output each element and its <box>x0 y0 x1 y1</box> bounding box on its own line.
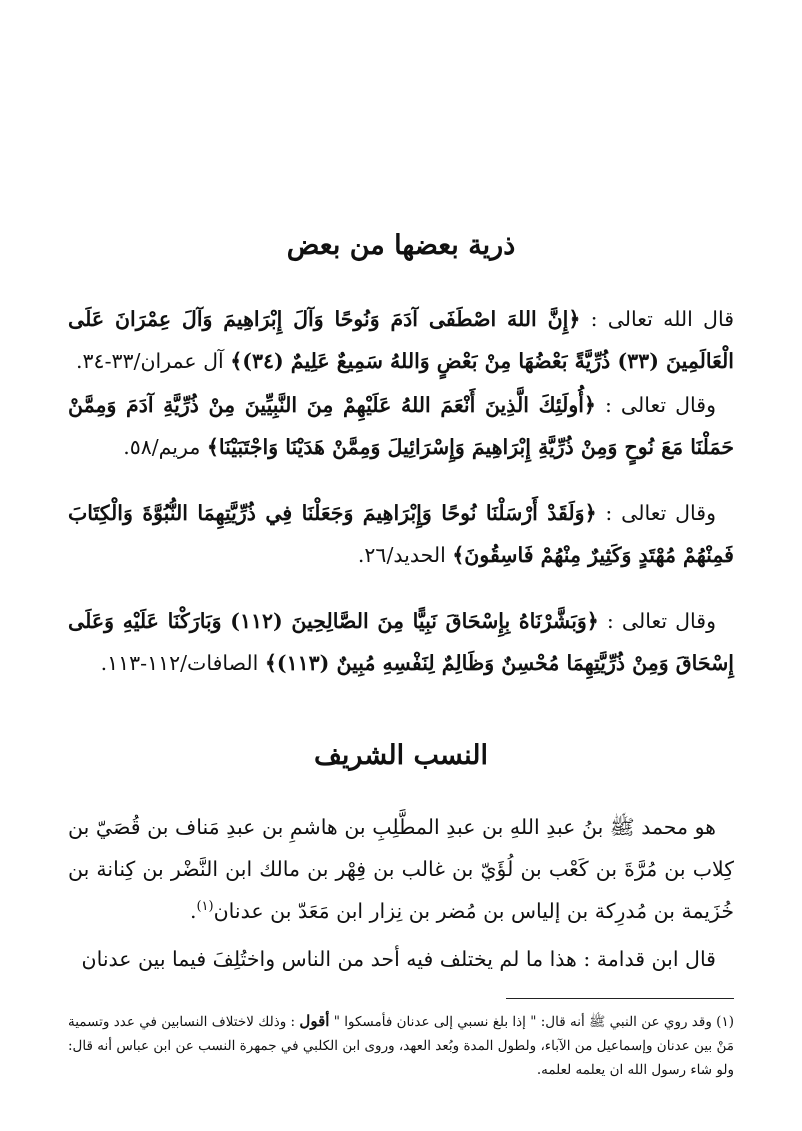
paragraph-al-hadid <box>68 492 734 576</box>
lineage-text: هو محمد ﷺ بنُ عبدِ اللهِ بن عبدِ المطَّلِبِ بن هاشمِ بن عبدِ مَناف بن قُصَيّ بن كِلاب بن مُرَّةَ بن كَعْب بن لُؤَيّ بن غالب بن فِهْر بن مالك ابن النَّضْر بن كِنانة بن خُزَيمة بن مُدرِكة بن إلياس بن مُضر بن نِزار ابن مَعَدّ بن عدنان <box>68 815 734 923</box>
paragraph-al-imran <box>68 298 734 382</box>
section-title-descendants: ذرية بعضها من بعض <box>286 230 516 261</box>
quran-verse: ﴿وَبَشَّرْنَاهُ بِإِسْحَاقَ نَبِيًّا مِنَ الصَّالِحِينَ (١١٢) وَبَارَكْنَا عَلَيْهِ وَعَلَى إِسْحَاقَ وَمِنْ ذُرِّيَّتِهِمَا مُحْسِنٌ وَظَالِمٌ لِنَفْسِهِ مُبِينٌ (١١٣)﴾ <box>68 609 734 675</box>
quran-verse: ﴿إِنَّ اللهَ اصْطَفَى آدَمَ وَنُوحًا وَآلَ إِبْرَاهِيمَ وَآلَ عِمْرَانَ عَلَى الْعَالَمِينَ (٣٣) ذُرِّيَّةً بَعْضُهَا مِنْ بَعْضٍ وَاللهُ سَمِيعٌ عَلِيمٌ (٣٤)﴾ <box>68 307 734 373</box>
footnote-emphasis: أقول <box>299 1012 330 1030</box>
quran-verse: ﴿وَلَقَدْ أَرْسَلْنَا نُوحًا وَإِبْرَاهِيمَ وَجَعَلْنَا فِي ذُرِّيَّتِهِمَا النُّبُوَّةَ وَالْكِتَابَ فَمِنْهُمْ مُهْتَدٍ وَكَثِيرٌ مِنْهُمْ فَاسِقُونَ﴾ <box>68 501 734 567</box>
verse-reference: الصافات/١١٢-١١٣. <box>100 651 265 675</box>
paragraph-lineage <box>68 806 734 932</box>
footnote-text-before: (١) وقد روي عن النبي ﷺ أنه قال: " إذا بلغ نسبي إلى عدنان فأمسكوا " <box>329 1014 734 1030</box>
paragraph-as-saffat <box>68 600 734 684</box>
quran-verse: ﴿أُولَئِكَ الَّذِينَ أَنْعَمَ اللهُ عَلَيْهِمْ مِنَ النَّبِيِّينَ مِنْ ذُرِّيَّةِ آدَمَ وَمِمَّنْ حَمَلْنَا مَعَ نُوحٍ وَمِنْ ذُرِّيَّةِ إِبْرَاهِيمَ وَإِسْرَائِيلَ وَمِمَّنْ هَدَيْنَا وَاجْتَبَيْنَا﴾ <box>68 393 734 459</box>
document-page <box>68 0 734 1131</box>
paragraph-intro: وقال تعالى : <box>598 609 716 633</box>
footnote <box>68 1009 734 1082</box>
verse-reference: مريم/٥٨. <box>123 435 207 459</box>
footnote-separator <box>506 998 734 999</box>
footnote-text-after: : وذلك لاختلاف النسابين في عدد وتسمية مَنْ بين عدنان وإسماعيل من الآباء، ولطول المدة وبُعد العهد، وروى ابن الكلبي في جمهرة النسب عن ابن عباس أنه قال: ولو شاء رسول الله ان يعلمه لعلمه. <box>68 1014 734 1078</box>
paragraph-intro: وقال تعالى : <box>595 393 716 417</box>
paragraph-intro: قال الله تعالى : <box>580 307 734 331</box>
section-title-lineage: النسب الشريف <box>313 740 489 771</box>
verse-reference: آل عمران/٣٣-٣٤. <box>76 349 231 373</box>
lineage-end: . <box>189 899 197 923</box>
paragraph-intro: وقال تعالى : <box>596 501 716 525</box>
paragraph-ibn-qudama <box>68 938 734 980</box>
verse-reference: الحديد/٢٦. <box>357 543 453 567</box>
ibn-qudama-text: قال ابن قدامة : هذا ما لم يختلف فيه أحد من الناس واختُلِفَ فيما بين عدنان <box>81 947 716 971</box>
paragraph-maryam <box>68 384 734 468</box>
footnote-marker[interactable]: (١) <box>196 899 214 915</box>
